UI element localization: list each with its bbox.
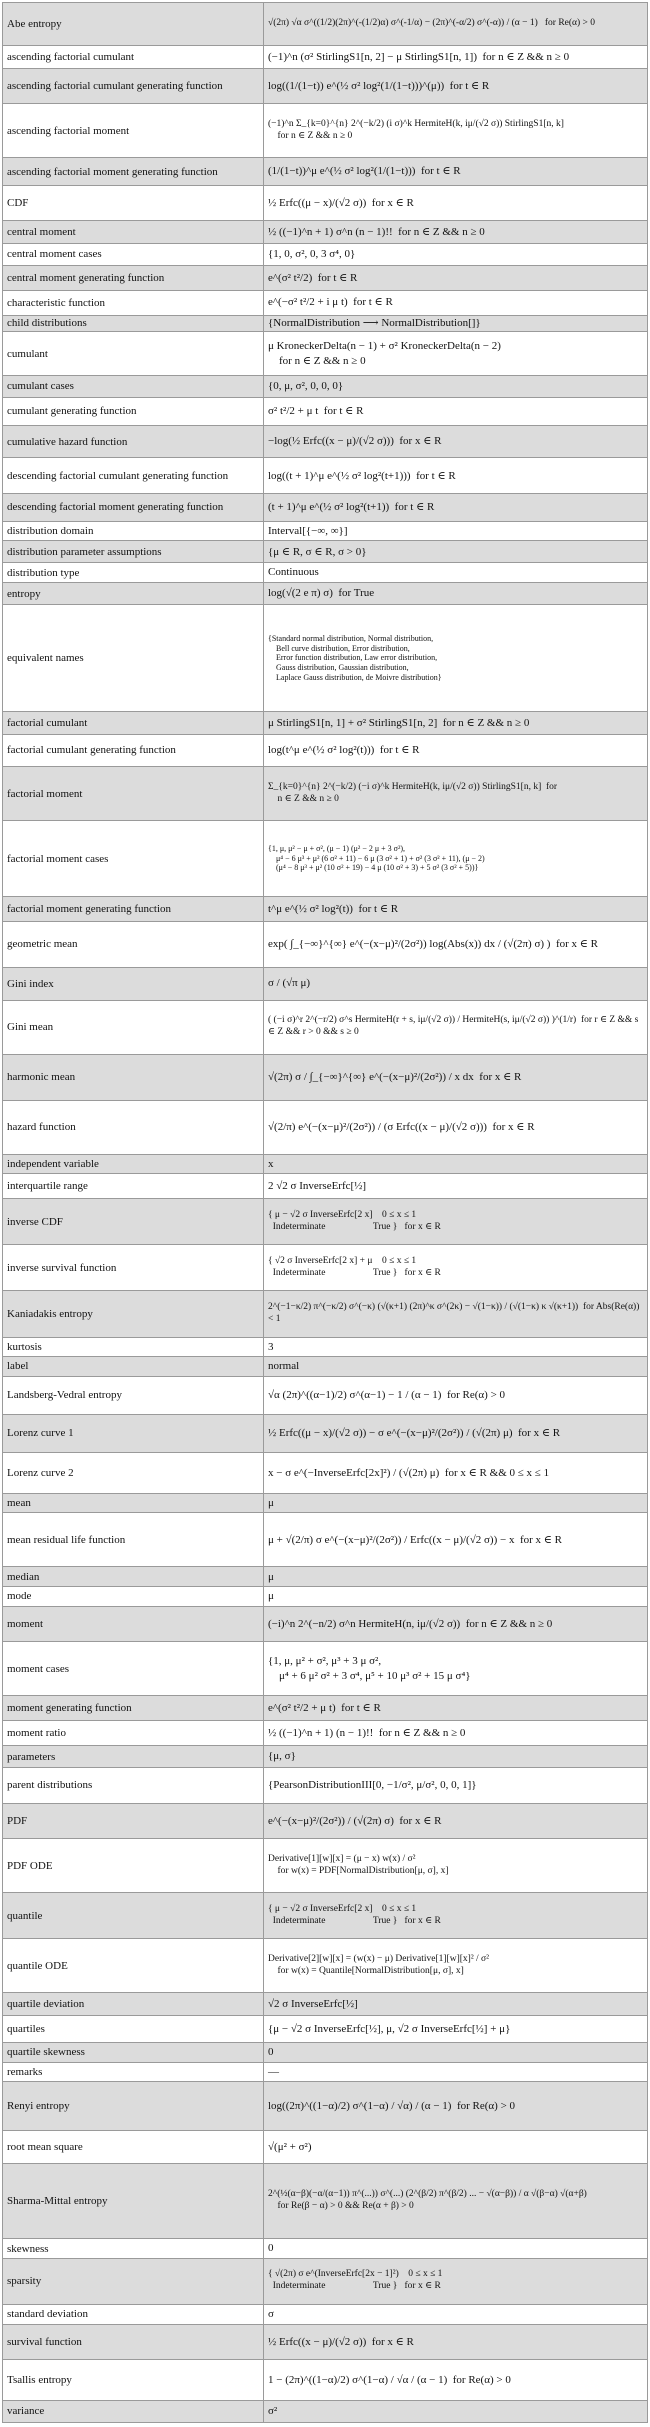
property-name: moment ratio: [3, 1721, 264, 1745]
property-value-text: (−1)^n Σ_{k=0}^{n} 2^(−k/2) (i σ)^k HermiteH(k, iμ/(√2 σ)) StirlingS1[n, k] for n ∈ Z && n ≥ 0: [268, 118, 564, 141]
table-row: [3, 1357, 648, 1377]
property-value-text: 1 − (2π)^((1−α)/2) σ^(1−α) / √α / (α − 1) for Re(α) > 0: [268, 2373, 511, 2386]
property-value-text: {Standard normal distribution, Normal distribution, Bell curve distribution, Error distribution, Error function distribution, Law error distribution, Gauss distribution, Gaussian distribution, Laplace Gauss distribution, de Moivre distribution}: [268, 634, 442, 682]
table-row: [3, 494, 648, 522]
property-name: geometric mean: [3, 922, 264, 967]
property-value: [264, 735, 648, 767]
property-name: sparsity: [3, 2259, 264, 2304]
property-name: Tsallis entropy: [3, 2360, 264, 2400]
property-value-text: exp( ∫_{−∞}^{∞} e^(−(x−μ)²/(2σ²)) log(Abs(x)) dx / (√(2π) σ) ) for x ∈ R: [268, 938, 599, 950]
table-row: [3, 1768, 648, 1804]
property-value: [264, 291, 648, 315]
property-name: ascending factorial moment generating function: [3, 158, 264, 185]
property-value-text: (t + 1)^μ e^(½ σ² log²(t+1)) for t ∈ R: [268, 501, 435, 514]
property-value: [264, 1101, 648, 1154]
table-row: [3, 1338, 648, 1358]
property-value: [264, 244, 648, 265]
property-value-text: {μ − √2 σ InverseErfc[½], μ, √2 σ InverseErfc[½] + μ}: [268, 2022, 511, 2035]
property-value-text: 3: [268, 1340, 274, 1353]
property-value-text: Continuous: [268, 566, 319, 579]
table-row: [3, 2325, 648, 2361]
table-row: [3, 2043, 648, 2063]
table-row: [3, 1939, 648, 1993]
table-row: [3, 522, 648, 542]
property-name: inverse CDF: [3, 1199, 264, 1244]
property-value: [264, 1055, 648, 1100]
property-name: Abe entropy: [3, 3, 264, 45]
property-value-text: √(μ² + σ²): [268, 2140, 312, 2153]
property-value: [264, 1174, 648, 1198]
property-value: [264, 266, 648, 290]
property-name: quartile skewness: [3, 2043, 264, 2062]
property-name: factorial moment cases: [3, 821, 264, 895]
property-name: ascending factorial cumulant generating function: [3, 69, 264, 104]
property-value-text: Derivative[1][w][x] = (μ − x) w(x) / σ² for w(x) = PDF[NormalDistribution[μ, σ], x]: [268, 1853, 449, 1876]
property-value-text: {1, μ, μ² + σ², μ³ + 3 μ σ², μ⁴ + 6 μ² σ² + 3 σ⁴, μ⁵ + 10 μ³ σ² + 15 μ σ⁴}: [268, 1655, 471, 1682]
property-value: [264, 316, 648, 332]
property-value: [264, 922, 648, 967]
property-name: CDF: [3, 186, 264, 221]
property-value: [264, 1839, 648, 1892]
property-value-text: (1/(1−t))^μ e^(½ σ² log²(1/(1−t))) for t ∈ R: [268, 165, 461, 178]
table-row: [3, 2360, 648, 2401]
table-row: [3, 1839, 648, 1893]
property-value: [264, 1567, 648, 1586]
table-row: [3, 2401, 648, 2423]
property-name: moment generating function: [3, 1696, 264, 1720]
property-value: [264, 104, 648, 157]
table-row: [3, 1453, 648, 1494]
property-name: skewness: [3, 2239, 264, 2258]
table-row: [3, 1155, 648, 1175]
property-name: central moment cases: [3, 244, 264, 265]
property-value-text: normal: [268, 1360, 300, 1373]
property-name: remarks: [3, 2063, 264, 2082]
property-value-text: { μ − √2 σ InverseErfc[2 x] 0 ≤ x ≤ 1 Indeterminate True } for x ∈ R: [268, 1903, 441, 1926]
property-value-text: σ² t²/2 + μ t for t ∈ R: [268, 405, 364, 418]
property-value-text: ½ ((−1)^n + 1) (n − 1)!! for n ∈ Z && n ≥ 0: [268, 1726, 466, 1739]
property-value-text: t^μ e^(½ σ² log²(t)) for t ∈ R: [268, 902, 399, 915]
property-name: moment: [3, 1607, 264, 1642]
table-row: [3, 541, 648, 563]
property-value: [264, 69, 648, 104]
property-value: [264, 541, 648, 562]
table-row: [3, 104, 648, 158]
property-name: mean: [3, 1494, 264, 1513]
property-value-text: Interval[{−∞, ∞}]: [268, 524, 348, 537]
property-name: harmonic mean: [3, 1055, 264, 1100]
property-name: Kaniadakis entropy: [3, 1291, 264, 1336]
property-value-text: e^(−σ² t²/2 + i μ t) for t ∈ R: [268, 296, 393, 309]
table-row: [3, 1055, 648, 1101]
property-name: standard deviation: [3, 2305, 264, 2324]
property-value-text: log(t^μ e^(½ σ² log²(t))) for t ∈ R: [268, 744, 420, 757]
property-name: factorial moment generating function: [3, 897, 264, 921]
property-value-text: 2^(½(α−β)(−α/(α−1)) π^(...)) σ^(...) (2^(β/2) π^(β/2) ... − √(α−β)) / α √(β−α) √(α+β) for Re(β − α) > 0 && Re(α + β) > 0: [268, 2189, 587, 2212]
table-row: [3, 821, 648, 896]
property-value-text: √(2/π) e^(−(x−μ)²/(2σ²)) / (σ Erfc((x − μ)/(√2 σ))) for x ∈ R: [268, 1121, 535, 1134]
table-row: [3, 2063, 648, 2083]
property-value-text: √(2π) √α σ^((1/2)(2π)^(-(1/2)α) σ^(-1/α) − (2π)^(-α/2) σ^(-α)) / (α − 1) for Re(α) > 0: [268, 18, 596, 29]
property-value-text: 0: [268, 2242, 274, 2255]
table-row: [3, 605, 648, 712]
property-value-text: μ KroneckerDelta(n − 1) + σ² KroneckerDelta(n − 2) for n ∈ Z && n ≥ 0: [268, 340, 501, 367]
property-value-text: (−1)^n (σ² StirlingS1[n, 2] − μ StirlingS1[n, 1]) for n ∈ Z && n ≥ 0: [268, 50, 570, 63]
property-name: mode: [3, 1587, 264, 1606]
table-row: [3, 221, 648, 243]
table-row: [3, 376, 648, 398]
property-name: moment cases: [3, 1642, 264, 1695]
table-row: [3, 968, 648, 1001]
property-name: child distributions: [3, 316, 264, 332]
table-row: [3, 1377, 648, 1415]
property-name: label: [3, 1357, 264, 1376]
property-name: central moment generating function: [3, 266, 264, 290]
property-name: mean residual life function: [3, 1513, 264, 1566]
table-row: [3, 1245, 648, 1291]
property-value-text: {1, μ, μ² − μ + σ², (μ − 1) (μ² − 2 μ + 3 σ²), μ⁴ − 6 μ³ + μ² (6 σ² + 11) − 6 μ (3 σ² + 1) + σ² (3 σ² + 11), (μ − 2) (μ⁴ − 8 μ³ + μ² (10 σ² + 19) − 4 μ (10 σ² + 3) + 5 σ² (3 σ² + 5))}: [268, 844, 485, 873]
property-value-text: x − σ e^(−InverseErfc[2x]²) / (√(2π) μ) for x ∈ R && 0 ≤ x ≤ 1: [268, 1466, 550, 1479]
table-row: [3, 2016, 648, 2044]
property-value-text: e^(σ² t²/2 + μ t) for t ∈ R: [268, 1701, 381, 1714]
property-value-text: ½ ((−1)^n + 1) σ^n (n − 1)!! for n ∈ Z && n ≥ 0: [268, 225, 485, 238]
property-name: parent distributions: [3, 1768, 264, 1803]
table-row: [3, 1607, 648, 1643]
property-value: [264, 1415, 648, 1452]
property-value-text: 2 √2 σ InverseErfc[½]: [268, 1180, 367, 1193]
table-row: [3, 2305, 648, 2325]
property-value: [264, 3, 648, 45]
table-row: [3, 1993, 648, 2015]
property-value-text: Σ_{k=0}^{n} 2^(−k/2) (−i σ)^k HermiteH(k, iμ/(√2 σ)) StirlingS1[n, k] for n ∈ Z && n ≥ 0: [268, 782, 558, 804]
table-row: [3, 2259, 648, 2305]
property-name: survival function: [3, 2325, 264, 2360]
property-value: [264, 2239, 648, 2258]
property-value: [264, 1245, 648, 1290]
property-name: factorial cumulant: [3, 712, 264, 733]
property-value: [264, 968, 648, 1000]
table-row: [3, 897, 648, 922]
property-table: [2, 2, 648, 2423]
property-value-text: {0, μ, σ², 0, 0, 0}: [268, 380, 344, 393]
table-row: [3, 1415, 648, 1453]
property-value-text: μ: [268, 1570, 274, 1583]
table-row: [3, 398, 648, 426]
property-value-text: (−i)^n 2^(−n/2) σ^n HermiteH(n, iμ/(√2 σ)) for n ∈ Z && n ≥ 0: [268, 1617, 553, 1630]
property-value: [264, 563, 648, 582]
property-value-text: −log(½ Erfc((x − μ)/(√2 σ))) for x ∈ R: [268, 435, 442, 448]
property-name: distribution type: [3, 563, 264, 582]
table-row: [3, 1721, 648, 1746]
table-row: [3, 332, 648, 375]
property-name: kurtosis: [3, 1338, 264, 1357]
property-name: distribution parameter assumptions: [3, 541, 264, 562]
property-value: [264, 398, 648, 425]
property-name: PDF ODE: [3, 1839, 264, 1892]
property-value-text: {PearsonDistributionIII[0, −1/σ², μ/σ², 0, 0, 1]}: [268, 1779, 477, 1792]
property-value: [264, 2063, 648, 2082]
property-name: cumulant generating function: [3, 398, 264, 425]
property-value: [264, 458, 648, 493]
property-value: [264, 376, 648, 397]
table-row: [3, 1567, 648, 1587]
property-name: descending factorial moment generating function: [3, 494, 264, 521]
property-value: [264, 583, 648, 604]
property-value: [264, 426, 648, 458]
property-value-text: μ + √(2/π) σ e^(−(x−μ)²/(2σ²)) / Erfc((x − μ)/(√2 σ)) − x for x ∈ R: [268, 1533, 563, 1546]
property-value: [264, 1939, 648, 1992]
property-value-text: μ: [268, 1496, 274, 1509]
property-value-text: log((t + 1)^μ e^(½ σ² log²(t+1))) for t ∈ R: [268, 469, 456, 482]
property-value-text: —: [268, 2065, 279, 2078]
property-name: hazard function: [3, 1101, 264, 1154]
table-row: [3, 583, 648, 605]
property-value: [264, 2043, 648, 2062]
property-value-text: μ StirlingS1[n, 1] + σ² StirlingS1[n, 2] for n ∈ Z && n ≥ 0: [268, 716, 530, 729]
property-name: cumulant: [3, 332, 264, 374]
table-row: [3, 458, 648, 494]
property-value-text: √(2π) σ / ∫_{−∞}^{∞} e^(−(x−μ)²/(2σ²)) / x dx for x ∈ R: [268, 1071, 522, 1084]
property-name: quartiles: [3, 2016, 264, 2043]
property-value-text: ½ Erfc((μ − x)/(√2 σ)) − σ e^(−(x−μ)²/(2σ²)) / (√(2π) μ) for x ∈ R: [268, 1427, 561, 1440]
property-value: [264, 1587, 648, 1606]
table-row: [3, 922, 648, 968]
property-name: quantile: [3, 1893, 264, 1938]
property-value: [264, 2016, 648, 2043]
property-name: entropy: [3, 583, 264, 604]
property-value-text: σ²: [268, 2405, 278, 2418]
property-name: cumulative hazard function: [3, 426, 264, 458]
property-value-text: { μ − √2 σ InverseErfc[2 x] 0 ≤ x ≤ 1 Indeterminate True } for x ∈ R: [268, 1209, 441, 1232]
property-value-text: {1, 0, σ², 0, 3 σ⁴, 0}: [268, 247, 356, 260]
property-name: Lorenz curve 1: [3, 1415, 264, 1452]
property-name: inverse survival function: [3, 1245, 264, 1290]
property-value: [264, 1893, 648, 1938]
property-value-text: log((2π)^((1−α)/2) σ^(1−α) / √α) / (α − 1) for Re(α) > 0: [268, 2100, 516, 2113]
property-name: PDF: [3, 1804, 264, 1839]
property-value: [264, 821, 648, 895]
property-value: [264, 767, 648, 820]
property-name: distribution domain: [3, 522, 264, 541]
table-row: [3, 1174, 648, 1199]
property-value: [264, 1338, 648, 1357]
property-value: [264, 1768, 648, 1803]
property-value: [264, 1696, 648, 1720]
property-value-text: {NormalDistribution ⟶ NormalDistribution[]}: [268, 317, 481, 330]
table-row: [3, 563, 648, 583]
property-value: [264, 494, 648, 521]
property-value: [264, 1721, 648, 1745]
table-row: [3, 767, 648, 821]
property-name: Sharma-Mittal entropy: [3, 2164, 264, 2238]
table-row: [3, 1746, 648, 1768]
table-row: [3, 2082, 648, 2131]
property-value-text: e^(σ² t²/2) for t ∈ R: [268, 271, 358, 284]
table-row: [3, 158, 648, 186]
property-name: ascending factorial cumulant: [3, 46, 264, 67]
property-value: [264, 1199, 648, 1244]
property-value-text: x: [268, 1157, 274, 1170]
property-name: Landsberg-Vedral entropy: [3, 1377, 264, 1414]
property-value: [264, 712, 648, 733]
property-name: descending factorial cumulant generating function: [3, 458, 264, 493]
property-value-text: {μ, σ}: [268, 1750, 296, 1763]
table-row: [3, 1291, 648, 1337]
property-name: quantile ODE: [3, 1939, 264, 1992]
property-value: [264, 1155, 648, 1174]
property-name: cumulant cases: [3, 376, 264, 397]
table-row: [3, 2239, 648, 2259]
table-row: [3, 2131, 648, 2164]
property-value-text: e^(−(x−μ)²/(2σ²)) / (√(2π) σ) for x ∈ R: [268, 1814, 442, 1827]
table-row: [3, 2164, 648, 2239]
property-value-text: log(√(2 e π) σ) for True: [268, 587, 375, 600]
table-row: [3, 1642, 648, 1696]
property-value: [264, 158, 648, 185]
table-row: [3, 712, 648, 734]
table-row: [3, 266, 648, 291]
property-value: [264, 1513, 648, 1566]
property-value-text: σ: [268, 2308, 274, 2321]
property-name: Gini mean: [3, 1001, 264, 1054]
property-name: characteristic function: [3, 291, 264, 315]
property-name: quartile deviation: [3, 1993, 264, 2014]
property-value-text: 2^(−1−κ/2) π^(−κ/2) σ^(−κ) (√(κ+1) (2π)^κ σ^(2κ) − √(1−κ)) / (√(1−κ) κ √(κ+1)) for Abs(Re(α)) < 1: [268, 1302, 642, 1324]
property-name: parameters: [3, 1746, 264, 1767]
table-row: [3, 1804, 648, 1840]
property-value: [264, 332, 648, 374]
property-name: Gini index: [3, 968, 264, 1000]
property-value: [264, 1746, 648, 1767]
property-name: independent variable: [3, 1155, 264, 1174]
property-value: [264, 1607, 648, 1642]
property-value-text: Derivative[2][w][x] = (w(x) − μ) Derivative[1][w][x]² / σ² for w(x) = Quantile[NormalDistribution[μ, σ], x]: [268, 1954, 490, 1976]
property-value: [264, 186, 648, 221]
property-value-text: σ / (√π μ): [268, 977, 311, 990]
table-row: [3, 291, 648, 316]
property-name: root mean square: [3, 2131, 264, 2163]
property-value: [264, 1291, 648, 1336]
property-value: [264, 1357, 648, 1376]
property-name: interquartile range: [3, 1174, 264, 1198]
property-value: [264, 2164, 648, 2238]
property-value: [264, 1001, 648, 1054]
property-value: [264, 1804, 648, 1839]
table-row: [3, 69, 648, 105]
table-row: [3, 1199, 648, 1245]
property-value: [264, 1453, 648, 1493]
property-value: [264, 1377, 648, 1414]
property-value: [264, 46, 648, 67]
property-name: ascending factorial moment: [3, 104, 264, 157]
property-value: [264, 2401, 648, 2422]
table-row: [3, 244, 648, 266]
property-value: [264, 2082, 648, 2130]
property-value-text: ( (−i σ)^r 2^(−r/2) σ^s HermiteH(r + s, iμ/(√2 σ)) / HermiteH(s, iμ/(√2 σ)) )^(1/r) for r ∈ Z && s ∈ Z && r > 0 && s ≥ 0: [268, 1015, 641, 1038]
table-row: [3, 46, 648, 68]
property-value-text: log((1/(1−t)) e^(½ σ² log²(1/(1−t)))^(μ)) for t ∈ R: [268, 79, 490, 92]
property-value-text: 0: [268, 2046, 274, 2059]
property-name: Lorenz curve 2: [3, 1453, 264, 1493]
property-name: factorial cumulant generating function: [3, 735, 264, 767]
table-row: [3, 1494, 648, 1514]
property-value-text: ½ Erfc((μ − x)/(√2 σ)) for x ∈ R: [268, 196, 414, 209]
property-value: [264, 605, 648, 711]
property-name: variance: [3, 2401, 264, 2422]
table-row: [3, 735, 648, 768]
table-row: [3, 1696, 648, 1721]
property-value: [264, 2325, 648, 2360]
property-value-text: √2 σ InverseErfc[½]: [268, 1997, 358, 2010]
property-name: Renyi entropy: [3, 2082, 264, 2130]
table-row: [3, 426, 648, 459]
property-name: central moment: [3, 221, 264, 242]
property-value: [264, 1494, 648, 1513]
property-value-text: ½ Erfc((x − μ)/(√2 σ)) for x ∈ R: [268, 2335, 414, 2348]
property-value: [264, 2259, 648, 2304]
property-value-text: √α (2π)^((α−1)/2) σ^(α−1) − 1 / (α − 1) for Re(α) > 0: [268, 1389, 506, 1402]
table-row: [3, 1587, 648, 1607]
table-row: [3, 316, 648, 333]
property-value: [264, 221, 648, 242]
property-value: [264, 2131, 648, 2163]
property-value-text: { √(2π) σ e^(InverseErfc[2x − 1]²) 0 ≤ x ≤ 1 Indeterminate True } for x ∈ R: [268, 2269, 443, 2292]
table-row: [3, 186, 648, 222]
property-value-text: { √2 σ InverseErfc[2 x] + μ 0 ≤ x ≤ 1 Indeterminate True } for x ∈ R: [268, 1256, 441, 1278]
property-value: [264, 897, 648, 921]
property-name: equivalent names: [3, 605, 264, 711]
table-row: [3, 1001, 648, 1055]
table-row: [3, 1513, 648, 1567]
table-row: [3, 3, 648, 46]
property-value: [264, 1642, 648, 1695]
property-name: factorial moment: [3, 767, 264, 820]
table-row: [3, 1893, 648, 1939]
property-value-text: {μ ∈ R, σ ∈ R, σ > 0}: [268, 545, 367, 558]
property-value: [264, 2305, 648, 2324]
property-value: [264, 522, 648, 541]
property-value: [264, 1993, 648, 2014]
table-row: [3, 1101, 648, 1155]
property-name: median: [3, 1567, 264, 1586]
property-value: [264, 2360, 648, 2400]
property-value-text: μ: [268, 1590, 274, 1603]
